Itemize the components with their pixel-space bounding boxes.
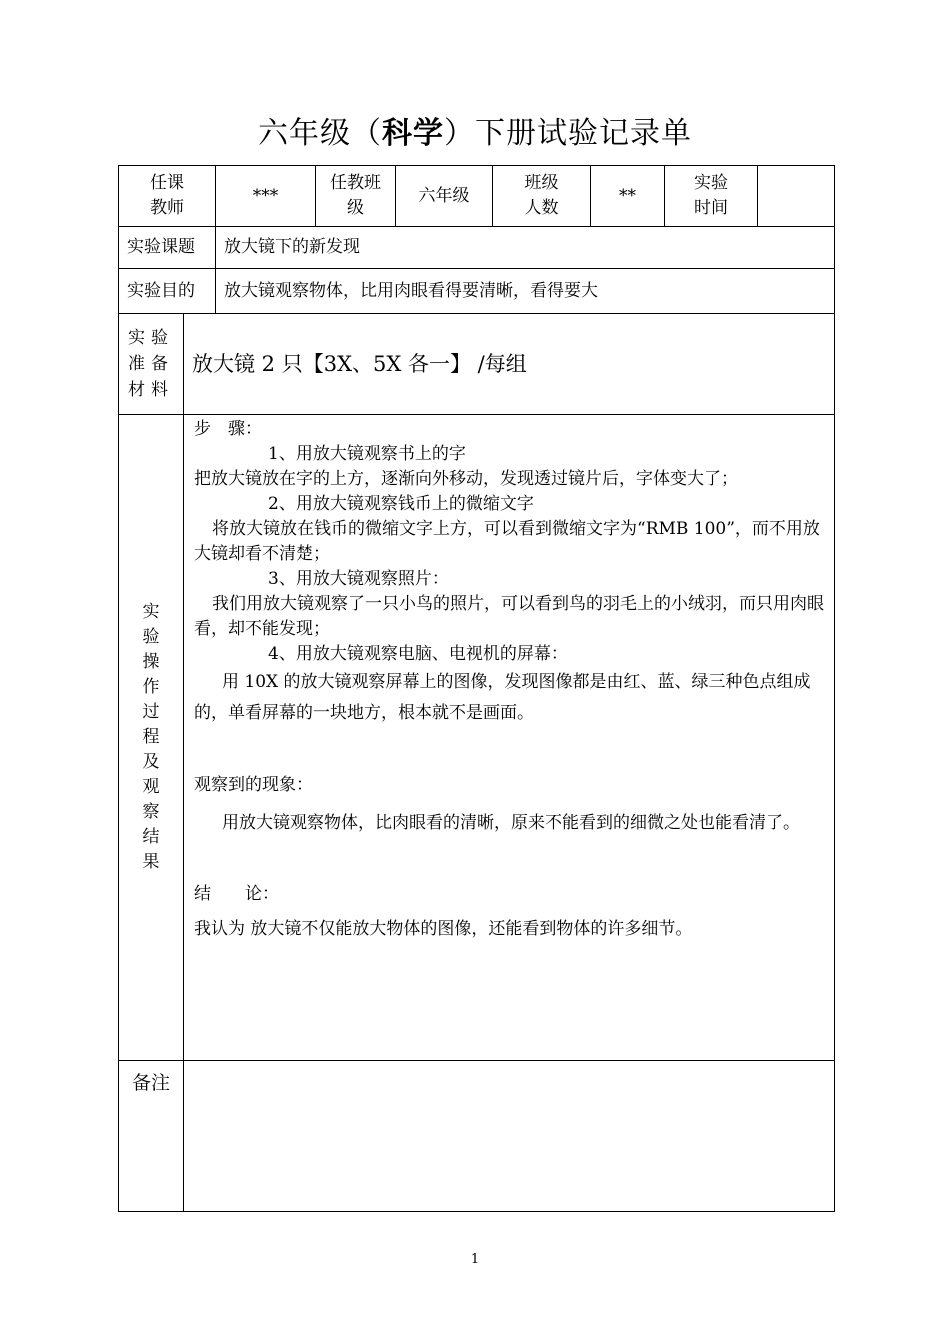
notes-value bbox=[184, 1061, 835, 1212]
teacher-value: *** bbox=[216, 166, 316, 227]
time-value bbox=[758, 166, 835, 227]
conclusion-text: 我认为 放大镜不仅能放大物体的图像，还能看到物体的许多细节。 bbox=[194, 919, 693, 939]
conclusion-heading: 结 论： bbox=[194, 884, 279, 904]
step1-title: 1、用放大镜观察书上的字 bbox=[268, 444, 466, 464]
purpose-label: 实验目的 bbox=[119, 269, 216, 314]
step2-text: 将放大镜放在钱币的微缩文字上方，可以看到微缩文字为“RMB 100”，而不用放大镜却看不清楚； bbox=[194, 519, 820, 564]
step3-text: 我们用放大镜观察了一只小鸟的照片，可以看到鸟的羽毛上的小绒羽，而只用肉眼看，却不能发现； bbox=[194, 594, 824, 639]
materials-value: 放大镜 2 只【3X、5X 各一】 /每组 bbox=[184, 314, 835, 415]
step1-text: 把放大镜放在字的上方，逐渐向外移动，发现透过镜片后，字体变大了； bbox=[194, 469, 738, 489]
step2-title: 2、用放大镜观察钱币上的微缩文字 bbox=[268, 494, 534, 514]
purpose-value: 放大镜观察物体，比用肉眼看得要清晰，看得要大 bbox=[216, 269, 835, 314]
step3-title: 3、用放大镜观察照片： bbox=[268, 569, 449, 589]
step4-title: 4、用放大镜观察电脑、电视机的屏幕： bbox=[268, 644, 568, 664]
class-value: 六年级 bbox=[396, 166, 493, 227]
topic-value: 放大镜下的新发现 bbox=[216, 227, 835, 269]
notes-label: 备注 bbox=[119, 1061, 184, 1212]
class-label: 任教班级 bbox=[316, 166, 396, 227]
observation-heading: 观察到的现象： bbox=[194, 775, 313, 795]
time-label: 实验时间 bbox=[665, 166, 758, 227]
observation-text: 用放大镜观察物体，比肉眼看的清晰，原来不能看到的细微之处也能看清了。 bbox=[222, 813, 800, 833]
topic-label: 实验课题 bbox=[119, 227, 216, 269]
count-label: 班级人数 bbox=[493, 166, 591, 227]
procedure-label: 实验操作过程及观察结果 bbox=[119, 415, 184, 1061]
steps-heading: 步 骤： bbox=[194, 419, 262, 439]
page-title: 六年级（科学）下册试验记录单 bbox=[258, 116, 692, 151]
step4-text: 用 10X 的放大镜观察屏幕上的图像，发现图像都是由红、蓝、绿三种色点组成的，单看屏幕的一块地方，根本就不是画面。 bbox=[194, 672, 811, 723]
count-value: ** bbox=[591, 166, 665, 227]
record-form bbox=[118, 165, 835, 1212]
teacher-label: 任课教师 bbox=[119, 166, 216, 227]
materials-label: 实验准备材料 bbox=[119, 314, 184, 415]
procedure-content bbox=[184, 415, 835, 1061]
page-number: 1 bbox=[470, 1252, 480, 1267]
